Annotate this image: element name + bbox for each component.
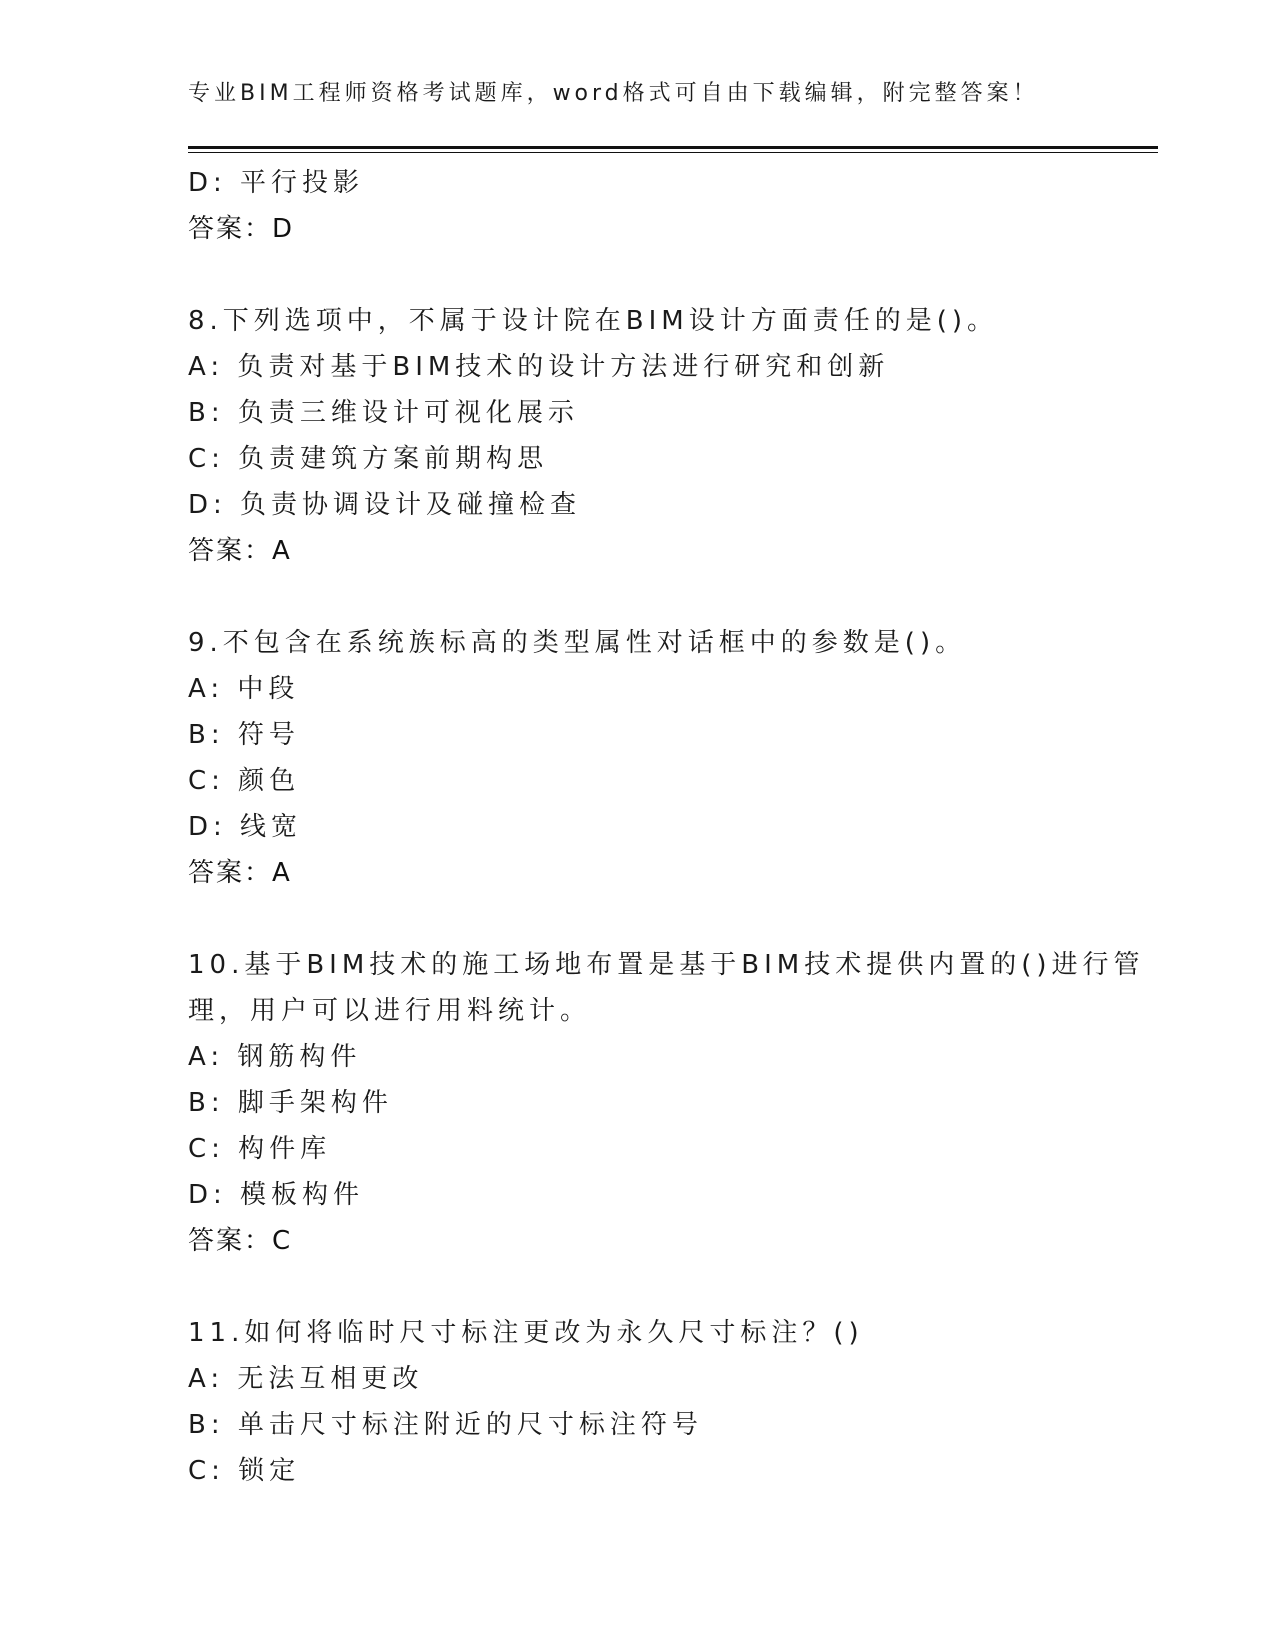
option-d: D: 平行投影 (188, 168, 365, 198)
option-a: A: 负责对基于BIM技术的设计方法进行研究和创新 (188, 352, 890, 382)
question-text: 11.如何将临时尺寸标注更改为永久尺寸标注？() (188, 1318, 864, 1348)
spacer (188, 574, 1088, 620)
option-b: B: 脚手架构件 (188, 1088, 393, 1118)
option-c: C: 构件库 (188, 1134, 332, 1164)
answer: 答案：D (188, 214, 295, 244)
option-d: D: 线宽 (188, 812, 303, 842)
option-b: B: 单击尺寸标注附近的尺寸标注符号 (188, 1410, 703, 1440)
question-block-8 (188, 298, 1088, 574)
spacer (188, 1264, 1088, 1310)
answer: 答案：A (188, 536, 292, 566)
header-divider-thin (188, 152, 1158, 153)
header-divider (188, 146, 1158, 149)
spacer (188, 252, 1088, 298)
option-a: A: 无法互相更改 (188, 1364, 424, 1394)
option-d: D: 模板构件 (188, 1180, 365, 1210)
question-block-10 (188, 942, 1145, 1264)
answer: 答案：A (188, 858, 292, 888)
option-b: B: 负责三维设计可视化展示 (188, 398, 579, 428)
question-block-7 (188, 160, 1088, 252)
question-text-line-1: 10.基于BIM技术的施工场地布置是基于BIM技术提供内置的()进行管 (188, 950, 1145, 980)
option-b: B: 符号 (188, 720, 300, 750)
answer: 答案：C (188, 1226, 293, 1256)
option-d: D: 负责协调设计及碰撞检查 (188, 490, 582, 520)
question-block-11 (188, 1310, 1088, 1494)
question-block-9 (188, 620, 1088, 896)
page-header: 专业BIM工程师资格考试题库，word格式可自由下载编辑，附完整答案！ (188, 81, 1039, 106)
question-text-line-2: 理，用户可以进行用料统计。 (188, 996, 592, 1026)
option-a: A: 中段 (188, 674, 300, 704)
spacer (188, 896, 1088, 942)
option-a: A: 钢筋构件 (188, 1042, 362, 1072)
question-list (188, 160, 1145, 1494)
option-c: C: 锁定 (188, 1456, 301, 1486)
option-c: C: 颜色 (188, 766, 301, 796)
question-text: 8.下列选项中，不属于设计院在BIM设计方面责任的是()。 (188, 306, 999, 336)
option-c: C: 负责建筑方案前期构思 (188, 444, 549, 474)
question-text: 9.不包含在系统族标高的类型属性对话框中的参数是()。 (188, 628, 967, 658)
